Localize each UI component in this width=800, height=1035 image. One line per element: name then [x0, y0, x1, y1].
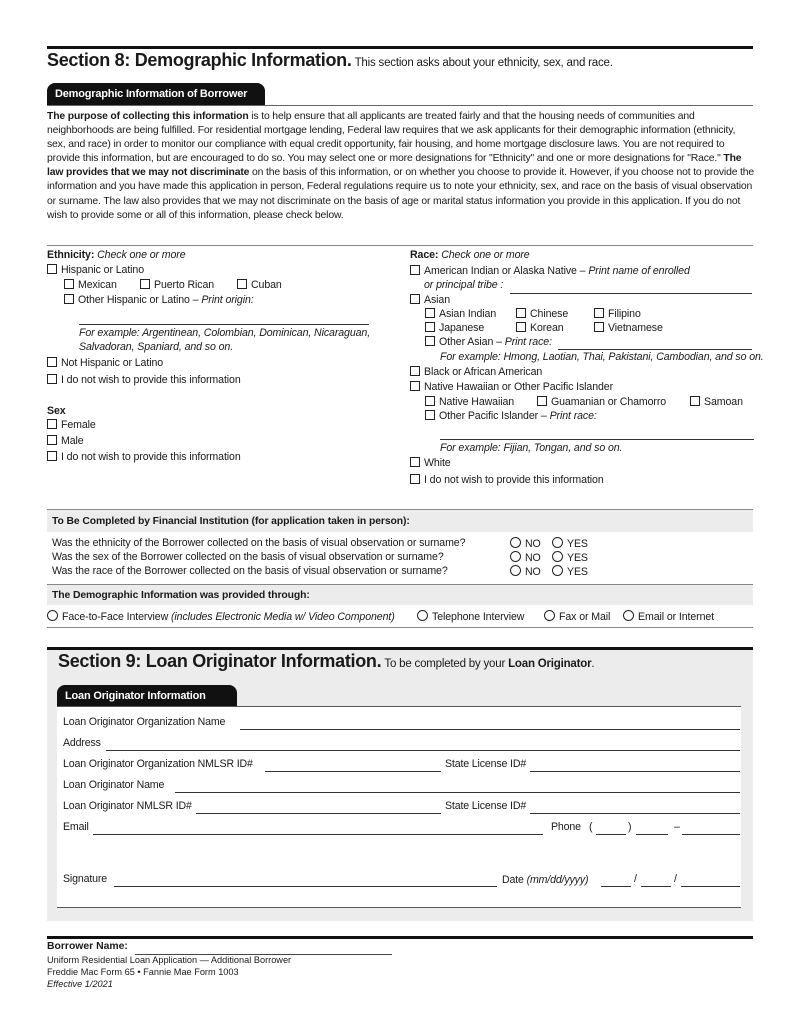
asian-indian-label: Asian Indian — [439, 308, 497, 320]
asian-label: Asian — [424, 294, 450, 306]
checkbox-cuban[interactable] — [237, 279, 282, 292]
checkbox-box[interactable] — [47, 435, 57, 445]
org-name-input[interactable] — [240, 729, 740, 730]
purpose-paragraph — [47, 110, 755, 223]
section9-title: Section 9: Loan Originator Information. — [58, 651, 382, 671]
borrower-name-label: Borrower Name: — [47, 941, 128, 952]
checkbox-box[interactable] — [237, 279, 247, 289]
yes-label: YES — [567, 566, 588, 578]
phone-line-input[interactable] — [682, 834, 740, 835]
fax-mail-label: Fax or Mail — [559, 611, 611, 623]
print-race-label-2: Print race: — [549, 410, 597, 422]
phone-label: Phone — [551, 821, 581, 833]
form-title: Uniform Residential Loan Application — Additional Borrower — [47, 955, 292, 965]
signature-input[interactable] — [114, 886, 497, 887]
lo-form-bottom-rule — [57, 907, 741, 908]
filipino-label: Filipino — [608, 308, 641, 320]
effective-date: Effective 1/2021 — [47, 979, 113, 989]
state-license-input-2[interactable] — [530, 813, 740, 814]
no-label: NO — [525, 566, 541, 578]
form-numbers: Freddie Mac Form 65 • Fannie Mae Form 1003 — [47, 967, 239, 977]
checkbox-vietnamese[interactable] — [594, 322, 663, 335]
checkbox-box[interactable] — [64, 294, 74, 304]
sex-no-provide-label: I do not wish to provide this information — [61, 451, 241, 463]
checkbox-sex-no-provide[interactable] — [47, 451, 241, 464]
provided-bottom-rule — [47, 627, 753, 628]
native-hawaiian-label: Native Hawaiian — [439, 396, 515, 408]
checkbox-box[interactable] — [425, 322, 435, 332]
yes-label: YES — [567, 552, 588, 564]
hispanic-example-1: For example: Argentinean, Colombian, Dominican, Nicaraguan, — [79, 327, 371, 339]
checkbox-box[interactable] — [516, 308, 526, 318]
section8-heading — [47, 50, 613, 71]
date-month-input[interactable] — [601, 886, 631, 887]
address-input[interactable] — [106, 750, 740, 751]
tab-underline — [47, 105, 753, 106]
radio-circle[interactable] — [544, 610, 555, 621]
checkbox-filipino[interactable] — [594, 308, 641, 321]
checkbox-mexican[interactable] — [64, 279, 117, 292]
hispanic-label: Hispanic or Latino — [61, 264, 144, 276]
checkbox-box[interactable] — [690, 396, 700, 406]
print-origin-label: Print origin: — [201, 294, 254, 306]
hispanic-example-2: Salvadoran, Spaniard, and so on. — [79, 341, 234, 353]
checkbox-box[interactable] — [47, 419, 57, 429]
radio-circle[interactable] — [510, 565, 521, 576]
section9-subtitle — [384, 658, 594, 670]
male-label: Male — [61, 435, 84, 447]
american-indian-label: American Indian or Alaska Native – — [424, 265, 586, 277]
radio-race-yes[interactable] — [552, 565, 588, 579]
radio-sex-yes[interactable] — [552, 551, 588, 565]
date-slash-1: / — [634, 873, 637, 885]
japanese-label: Japanese — [439, 322, 485, 334]
lo-name-input[interactable] — [175, 792, 740, 793]
phone-area-input[interactable] — [596, 834, 626, 835]
checkbox-box[interactable] — [410, 381, 420, 391]
phone-close-paren: ) — [628, 821, 632, 833]
checkbox-box[interactable] — [537, 396, 547, 406]
telephone-label: Telephone Interview — [432, 611, 525, 623]
face-to-face-label: Face-to-Face Interview — [62, 611, 169, 623]
checkbox-asian[interactable] — [410, 294, 450, 307]
checkbox-box[interactable] — [64, 279, 74, 289]
section9-top-rule — [47, 647, 753, 650]
nmlsr-label: Loan Originator NMLSR ID# — [63, 800, 192, 812]
purpose-bold-2: The law provides that we may not discriminate — [47, 153, 742, 179]
tribe-input[interactable] — [510, 293, 752, 294]
pacific-label: Native Hawaiian or Other Pacific Islander — [424, 381, 614, 393]
checkbox-other-pacific[interactable] — [425, 410, 597, 423]
korean-label: Korean — [530, 322, 564, 334]
org-nmlsr-input[interactable] — [265, 771, 441, 772]
phone-dash: – — [674, 821, 680, 833]
cuban-label: Cuban — [251, 279, 282, 291]
radio-ethnicity-yes[interactable] — [552, 537, 588, 551]
org-nmlsr-label: Loan Originator Organization NMLSR ID# — [63, 758, 253, 770]
checkbox-guamanian[interactable] — [537, 396, 666, 409]
purpose-lead: The purpose of collecting this information — [47, 111, 249, 122]
purpose-text-2: on the basis of this information, or on whether you choose to provide it. However, if you choose not to provide the information and you have made this application in person, Federal regulations require us to note your ethnicity, sex, and race on the basis of visual observation or surname. The law also provides that we may not discriminate on the basis of age or marital status information you provide in this application. If you do not wish to provide some or all of this information, please check below. — [47, 167, 755, 221]
radio-fax-mail[interactable] — [544, 610, 610, 624]
signature-label: Signature — [63, 873, 107, 885]
radio-circle[interactable] — [552, 551, 563, 562]
puerto-rican-label: Puerto Rican — [154, 279, 215, 291]
checkbox-asian-indian[interactable] — [425, 308, 496, 321]
section9-subtitle-post: . — [591, 658, 595, 670]
checkbox-male[interactable] — [47, 435, 84, 448]
ethnicity-no-provide-label: I do not wish to provide this information — [61, 374, 241, 386]
white-label: White — [424, 457, 451, 469]
radio-email-internet[interactable] — [623, 610, 714, 624]
date-label — [502, 874, 588, 886]
checkbox-female[interactable] — [47, 419, 96, 432]
race-heading — [410, 249, 530, 262]
checkbox-box[interactable] — [410, 366, 420, 376]
print-race-label: Print race: — [504, 336, 552, 348]
radio-circle[interactable] — [510, 537, 521, 548]
pacific-example: For example: Fijian, Tongan, and so on. — [440, 442, 623, 454]
checkbox-japanese[interactable] — [425, 322, 484, 335]
other-asian-label: Other Asian – — [439, 336, 502, 348]
other-pacific-label: Other Pacific Islander – — [439, 410, 547, 422]
yes-label: YES — [567, 538, 588, 550]
checkbox-black[interactable] — [410, 366, 542, 379]
checkbox-pacific-islander[interactable] — [410, 381, 613, 394]
checkbox-american-indian[interactable] — [410, 265, 690, 278]
checkbox-box[interactable] — [410, 265, 420, 275]
checkbox-race-no-provide[interactable] — [410, 474, 604, 487]
date-format-hint: (mm/dd/yyyy) — [526, 874, 589, 886]
email-input[interactable] — [93, 834, 543, 835]
checkbox-box[interactable] — [516, 322, 526, 332]
radio-face-to-face[interactable] — [47, 610, 395, 624]
vietnamese-label: Vietnamese — [608, 322, 663, 334]
date-year-input[interactable] — [681, 886, 740, 887]
black-label: Black or African American — [424, 366, 543, 378]
checkbox-box[interactable] — [425, 410, 435, 420]
date-slash-2: / — [674, 873, 677, 885]
no-label: NO — [525, 552, 541, 564]
radio-ethnicity-no[interactable] — [510, 537, 541, 551]
provided-header: The Demographic Information was provided through: — [52, 590, 310, 601]
radio-telephone[interactable] — [417, 610, 524, 624]
footer-rule — [47, 936, 753, 939]
radio-circle[interactable] — [552, 537, 563, 548]
checkbox-chinese[interactable] — [516, 308, 568, 321]
checkbox-box[interactable] — [594, 322, 604, 332]
checkbox-box[interactable] — [410, 474, 420, 484]
purpose-text-1: is to help ensure that all applicants are treated fairly and that the housing needs of communities and neighborhoods are being fulfilled. For residential mortgage lending, Federal law requires that we ask applicants for their demographic information (ethnicity, sex, and race) in order to monitor our compliance with equal credit opportunity, fair housing, and home mortgage disclosure laws. You are not required to provide this information, but are encouraged to do so. You may select one or more designations for "Ethnicity" and one or more designations for "Race." — [47, 111, 736, 165]
checkbox-other-hispanic[interactable] — [64, 294, 254, 307]
section9-heading — [58, 651, 594, 672]
radio-circle[interactable] — [47, 610, 58, 621]
checkbox-box[interactable] — [594, 308, 604, 318]
checkbox-korean[interactable] — [516, 322, 564, 335]
email-label: Email — [63, 821, 89, 833]
institution-header: To Be Completed by Financial Institution (for application taken in person): — [52, 516, 410, 527]
checkbox-box[interactable] — [425, 396, 435, 406]
org-name-label: Loan Originator Organization Name — [63, 716, 226, 728]
face-to-face-note: (includes Electronic Media w/ Video Component) — [170, 611, 395, 623]
race-hint: Check one or more — [441, 249, 530, 261]
section9-subtitle-pre: To be completed by your — [384, 658, 509, 670]
female-label: Female — [61, 419, 96, 431]
date-text: Date — [502, 874, 524, 886]
other-asian-input[interactable] — [558, 349, 752, 350]
question-sex: Was the sex of the Borrower collected on the basis of visual observation or surname? — [52, 551, 444, 563]
not-hispanic-label: Not Hispanic or Latino — [61, 357, 164, 369]
section8-top-rule — [47, 46, 753, 49]
loan-originator-tab: Loan Originator Information — [57, 685, 237, 707]
nmlsr-input[interactable] — [196, 813, 441, 814]
ethnicity-label: Ethnicity: — [47, 249, 95, 261]
state-license-input-1[interactable] — [530, 771, 740, 772]
print-tribe-label: Print name of enrolled — [588, 265, 690, 277]
checkbox-box[interactable] — [425, 308, 435, 318]
ethnicity-heading — [47, 249, 186, 262]
checkbox-box[interactable] — [410, 294, 420, 304]
checkbox-box[interactable] — [47, 451, 57, 461]
section8-title: Section 8: Demographic Information. — [47, 50, 352, 70]
demographic-borrower-tab: Demographic Information of Borrower — [47, 83, 265, 105]
checkbox-puerto-rican[interactable] — [140, 279, 214, 292]
samoan-label: Samoan — [704, 396, 743, 408]
radio-circle[interactable] — [552, 565, 563, 576]
other-hispanic-label: Other Hispanic or Latino – — [78, 294, 199, 306]
radio-sex-no[interactable] — [510, 551, 541, 565]
no-label: NO — [525, 538, 541, 550]
section8-subtitle: This section asks about your ethnicity, sex, and race. — [354, 57, 613, 69]
chinese-label: Chinese — [530, 308, 569, 320]
checkbox-not-hispanic[interactable] — [47, 357, 163, 370]
section9-subtitle-bold: Loan Originator — [508, 658, 592, 670]
radio-circle[interactable] — [510, 551, 521, 562]
checkbox-box[interactable] — [47, 357, 57, 367]
mexican-label: Mexican — [78, 279, 117, 291]
state-license-label-2: State License ID# — [445, 800, 527, 812]
checkbox-samoan[interactable] — [690, 396, 743, 409]
checkbox-box[interactable] — [47, 374, 57, 384]
checkbox-other-asian[interactable] — [425, 336, 552, 349]
date-day-input[interactable] — [641, 886, 671, 887]
guamanian-label: Guamanian or Chamorro — [551, 396, 667, 408]
demographic-divider — [47, 245, 753, 246]
ethnicity-hint-text: Check one or more — [97, 249, 186, 261]
checkbox-box[interactable] — [140, 279, 150, 289]
checkbox-box[interactable] — [410, 457, 420, 467]
sex-heading: Sex — [47, 405, 66, 417]
phone-open-paren: ( — [589, 821, 593, 833]
other-pacific-input[interactable] — [440, 439, 754, 440]
print-tribe-label-2: or principal tribe : — [424, 279, 504, 291]
race-no-provide-label: I do not wish to provide this information — [424, 474, 604, 486]
phone-prefix-input[interactable] — [636, 834, 668, 835]
lo-tab-underline — [57, 706, 741, 707]
hispanic-origin-input[interactable] — [79, 324, 369, 325]
checkbox-box[interactable] — [425, 336, 435, 346]
question-race: Was the race of the Borrower collected on the basis of visual observation or surname? — [52, 565, 448, 577]
checkbox-hispanic[interactable] — [47, 264, 144, 277]
race-label: Race: — [410, 249, 439, 261]
radio-race-no[interactable] — [510, 565, 541, 579]
radio-circle[interactable] — [417, 610, 428, 621]
checkbox-ethnicity-no-provide[interactable] — [47, 374, 241, 387]
asian-example: For example: Hmong, Laotian, Thai, Pakistani, Cambodian, and so on. — [440, 351, 764, 363]
checkbox-box[interactable] — [47, 264, 57, 274]
email-internet-label: Email or Internet — [638, 611, 715, 623]
state-license-label-1: State License ID# — [445, 758, 527, 770]
checkbox-white[interactable] — [410, 457, 451, 470]
question-ethnicity: Was the ethnicity of the Borrower collected on the basis of visual observation or surname? — [52, 537, 466, 549]
radio-circle[interactable] — [623, 610, 634, 621]
checkbox-native-hawaiian[interactable] — [425, 396, 514, 409]
lo-name-label: Loan Originator Name — [63, 779, 165, 791]
address-label: Address — [63, 737, 101, 749]
